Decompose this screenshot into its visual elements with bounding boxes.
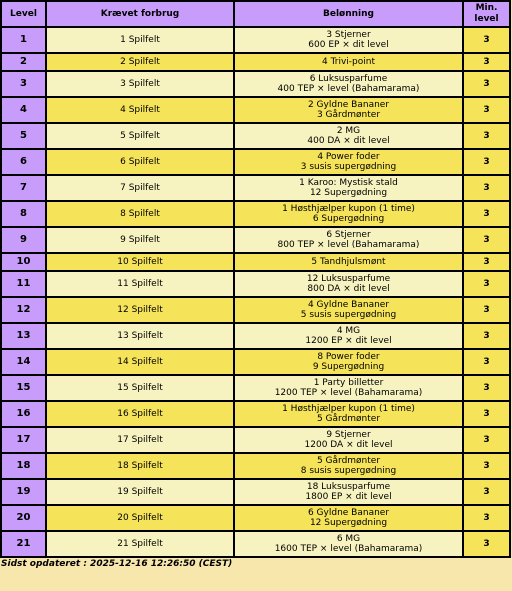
cost-cell: 6 Spilfelt <box>47 150 233 174</box>
min-level-cell: 3 <box>464 150 509 174</box>
table-row <box>2 298 509 322</box>
level-cell: 17 <box>2 428 45 452</box>
cost-cell: 5 Spilfelt <box>47 124 233 148</box>
cost-cell: 7 Spilfelt <box>47 176 233 200</box>
table-row <box>2 532 509 556</box>
min-level-cell: 3 <box>464 376 509 400</box>
reward-cell <box>235 28 462 52</box>
table-row <box>2 54 509 70</box>
reward-cell <box>235 506 462 530</box>
table-row <box>2 254 509 270</box>
reward-cell <box>235 228 462 252</box>
reward-line: 6 MG <box>336 534 361 544</box>
reward-line: 6 Supergødning <box>312 214 385 224</box>
reward-line: 1600 TEP × level (Bahamarama) <box>274 544 423 554</box>
level-cell: 18 <box>2 454 45 478</box>
reward-cell <box>235 150 462 174</box>
table-row <box>2 324 509 348</box>
table-row <box>2 506 509 530</box>
min-level-cell: 3 <box>464 228 509 252</box>
min-level-cell: 3 <box>464 254 509 270</box>
level-cell: 1 <box>2 28 45 52</box>
level-cell: 15 <box>2 376 45 400</box>
reward-line: 2 MG <box>336 126 361 136</box>
reward-line: 9 Supergødning <box>312 362 385 372</box>
reward-cell <box>235 72 462 96</box>
reward-line: 2 Gyldne Bananer <box>307 100 390 110</box>
level-cell: 10 <box>2 254 45 270</box>
table-row <box>2 202 509 226</box>
reward-cell <box>235 176 462 200</box>
cost-cell: 10 Spilfelt <box>47 254 233 270</box>
reward-line: 8 susis supergødning <box>300 466 397 476</box>
reward-line: 800 DA × dit level <box>307 284 390 294</box>
cost-cell: 19 Spilfelt <box>47 480 233 504</box>
min-level-cell: 3 <box>464 506 509 530</box>
min-level-cell: 3 <box>464 272 509 296</box>
reward-cell <box>235 98 462 122</box>
table-row <box>2 428 509 452</box>
reward-cell <box>235 480 462 504</box>
reward-cell <box>235 124 462 148</box>
min-level-cell: 3 <box>464 298 509 322</box>
min-level-cell: 3 <box>464 454 509 478</box>
cost-cell: 8 Spilfelt <box>47 202 233 226</box>
table-row <box>2 98 509 122</box>
level-cell: 14 <box>2 350 45 374</box>
level-cell: 7 <box>2 176 45 200</box>
reward-cell <box>235 402 462 426</box>
last-updated-text: Sidst opdateret : 2025-12-16 12:26:50 (CEST) <box>1 559 233 569</box>
level-cell: 6 <box>2 150 45 174</box>
reward-line: 1800 EP × dit level <box>305 492 392 502</box>
cost-cell: 20 Spilfelt <box>47 506 233 530</box>
cost-cell: 1 Spilfelt <box>47 28 233 52</box>
reward-line: 1200 DA × dit level <box>304 440 393 450</box>
reward-line: 3 Gårdmønter <box>316 110 381 120</box>
reward-line: 8 Power foder <box>317 352 380 362</box>
table-row <box>2 454 509 478</box>
header-cost: Krævet forbrug <box>47 2 233 26</box>
reward-line: 4 Gyldne Bananer <box>307 300 390 310</box>
table-row <box>2 72 509 96</box>
level-cell: 19 <box>2 480 45 504</box>
reward-line: 1200 TEP × level (Bahamarama) <box>274 388 423 398</box>
min-level-cell: 3 <box>464 28 509 52</box>
reward-line: 600 EP × dit level <box>308 40 389 50</box>
reward-line: 5 Gårdmønter <box>316 456 381 466</box>
min-level-cell: 3 <box>464 124 509 148</box>
cost-cell: 17 Spilfelt <box>47 428 233 452</box>
min-level-cell: 3 <box>464 176 509 200</box>
reward-line: 400 DA × dit level <box>307 136 390 146</box>
reward-cell <box>235 254 462 270</box>
table-row <box>2 176 509 200</box>
header-min-level <box>464 2 509 26</box>
level-cell: 21 <box>2 532 45 556</box>
header-min-level-label: Min. level <box>474 3 499 24</box>
table-row <box>2 228 509 252</box>
table-row <box>2 350 509 374</box>
reward-cell <box>235 350 462 374</box>
level-cell: 2 <box>2 54 45 70</box>
reward-line: 9 Stjerner <box>326 430 371 440</box>
min-level-cell: 3 <box>464 72 509 96</box>
min-level-cell: 3 <box>464 98 509 122</box>
reward-line: 5 Tandhjulsmønt <box>311 257 386 267</box>
reward-cell <box>235 202 462 226</box>
level-cell: 8 <box>2 202 45 226</box>
reward-cell <box>235 532 462 556</box>
cost-cell: 4 Spilfelt <box>47 98 233 122</box>
reward-line: 5 susis supergødning <box>300 310 397 320</box>
table-row <box>2 272 509 296</box>
reward-line: 6 Luksusparfume <box>309 74 388 84</box>
reward-line: 6 Gyldne Bananer <box>307 508 390 518</box>
reward-line: 4 Trivi-point <box>322 57 375 67</box>
reward-cell <box>235 324 462 348</box>
reward-line: 1 Karoo: Mystisk stald <box>299 178 398 188</box>
cost-cell: 11 Spilfelt <box>47 272 233 296</box>
reward-line: 12 Luksusparfume <box>306 274 391 284</box>
reward-line: 18 Luksusparfume <box>306 482 391 492</box>
min-level-cell: 3 <box>464 532 509 556</box>
min-level-cell: 3 <box>464 54 509 70</box>
reward-line: 3 susis supergødning <box>300 162 397 172</box>
cost-cell: 2 Spilfelt <box>47 54 233 70</box>
reward-line: 12 Supergødning <box>309 518 388 528</box>
level-cell: 13 <box>2 324 45 348</box>
table-row <box>2 124 509 148</box>
level-cell: 20 <box>2 506 45 530</box>
reward-line: 400 TEP × level (Bahamarama) <box>277 84 420 94</box>
level-cell: 5 <box>2 124 45 148</box>
reward-line: 4 MG <box>336 326 361 336</box>
level-cell: 4 <box>2 98 45 122</box>
cost-cell: 15 Spilfelt <box>47 376 233 400</box>
reward-cell <box>235 298 462 322</box>
cost-cell: 9 Spilfelt <box>47 228 233 252</box>
table-row <box>2 376 509 400</box>
cost-cell: 13 Spilfelt <box>47 324 233 348</box>
cost-cell: 14 Spilfelt <box>47 350 233 374</box>
table-row <box>2 150 509 174</box>
reward-line: 3 Stjerner <box>326 30 371 40</box>
cost-cell: 21 Spilfelt <box>47 532 233 556</box>
reward-cell <box>235 454 462 478</box>
level-cell: 3 <box>2 72 45 96</box>
reward-line: 12 Supergødning <box>309 188 388 198</box>
reward-line: 800 TEP × level (Bahamarama) <box>277 240 420 250</box>
reward-line: 1 Høsthjælper kupon (1 time) <box>282 204 415 214</box>
min-level-cell: 3 <box>464 402 509 426</box>
table-row <box>2 28 509 52</box>
cost-cell: 3 Spilfelt <box>47 72 233 96</box>
header-reward: Belønning <box>235 2 462 26</box>
level-cell: 9 <box>2 228 45 252</box>
cost-cell: 18 Spilfelt <box>47 454 233 478</box>
min-level-cell: 3 <box>464 202 509 226</box>
table-header-row <box>2 2 509 26</box>
table-row <box>2 402 509 426</box>
min-level-cell: 3 <box>464 480 509 504</box>
reward-line: 1200 EP × dit level <box>305 336 392 346</box>
level-cell: 11 <box>2 272 45 296</box>
reward-line: 4 Power foder <box>317 152 380 162</box>
cost-cell: 12 Spilfelt <box>47 298 233 322</box>
reward-cell <box>235 428 462 452</box>
min-level-cell: 3 <box>464 428 509 452</box>
cost-cell: 16 Spilfelt <box>47 402 233 426</box>
reward-cell <box>235 54 462 70</box>
header-level: Level <box>2 2 45 26</box>
reward-line: 5 Gårdmønter <box>316 414 381 424</box>
reward-cell <box>235 272 462 296</box>
reward-line: 1 Party billetter <box>313 378 384 388</box>
min-level-cell: 3 <box>464 324 509 348</box>
min-level-cell: 3 <box>464 350 509 374</box>
level-cell: 16 <box>2 402 45 426</box>
table-body <box>2 28 509 556</box>
reward-line: 1 Høsthjælper kupon (1 time) <box>282 404 415 414</box>
reward-line: 6 Stjerner <box>326 230 371 240</box>
level-cell: 12 <box>2 298 45 322</box>
table-row <box>2 480 509 504</box>
reward-cell <box>235 376 462 400</box>
